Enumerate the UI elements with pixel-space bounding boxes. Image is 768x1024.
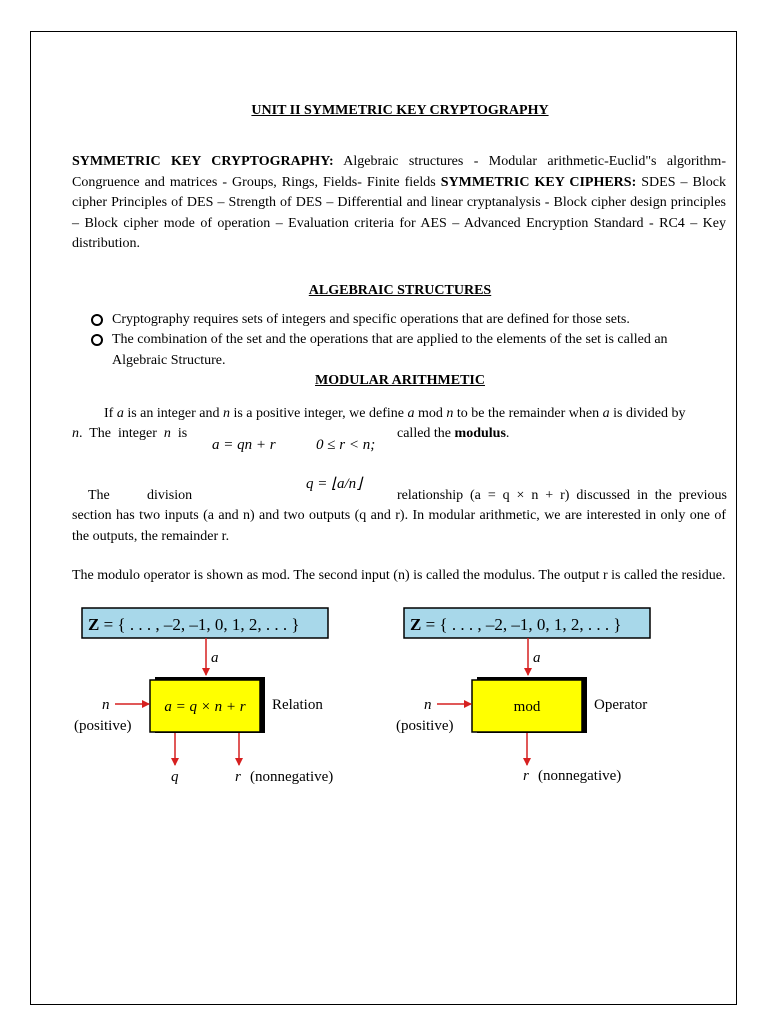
modular-para-line2b: [397, 424, 647, 445]
label-a: a: [211, 650, 219, 666]
var-n: n: [163, 426, 171, 441]
relation-formula: a = q × n + r: [164, 699, 246, 715]
text: is divided by: [609, 406, 686, 421]
term-modulus: modulus: [454, 426, 506, 441]
bullet-icon: [91, 314, 103, 326]
var-a: a: [407, 406, 415, 421]
text: . The integer: [79, 426, 164, 441]
syllabus-paragraph: [72, 152, 726, 255]
modular-para-cont: section has two inputs (a and n) and two outputs (q and r). In modular arithmetic, we are interested in only one of the outputs, the remainder r.: [72, 508, 726, 544]
heading-algebraic-structures: ALGEBRAIC STRUCTURES: [308, 283, 492, 298]
integer-set-label: Z = { . . . , –2, –1, 0, 1, 2, . . . }: [410, 615, 622, 634]
relation-diagram: [70, 604, 370, 794]
text-division: division: [147, 488, 193, 503]
text: mod: [414, 406, 447, 421]
label-n: n: [424, 697, 432, 713]
text: to be the remainder when: [453, 406, 603, 421]
bullet-item-1: Cryptography requires sets of integers and specific operations that are defined for those sets.: [112, 312, 630, 327]
modulo-operator-paragraph: The modulo operator is shown as mod. The second input (n) is called the modulus. The output r is called the residue.: [72, 568, 726, 583]
label-n: n: [102, 697, 110, 713]
syllabus-text-crypto: Algebraic structures - Modular arithmetic-Euclid"s algorithm-Congruence and matrices - Groups, Rings, Fields- Finite fields: [72, 154, 726, 190]
mod-label: mod: [513, 699, 541, 715]
var-a: a: [602, 406, 610, 421]
operator-caption: Operator: [594, 697, 648, 713]
label-r: r: [523, 768, 529, 784]
page-title: UNIT II SYMMETRIC KEY CRYPTOGRAPHY: [251, 103, 549, 118]
label-positive: (positive): [74, 718, 132, 734]
label-nonnegative: (nonnegative): [250, 769, 334, 785]
syllabus-text-ciphers: SDES – Block cipher Principles of DES – Strength of DES – Differential and linear cryptanalysis - Block cipher design principles – Block cipher mode of operation – Evaluation criteria for AES – Advanced Encryption Standard - RC4 – Key distribution.: [72, 174, 727, 251]
syllabus-label-ciphers: SYMMETRIC KEY CIPHERS:: [440, 174, 637, 190]
label-q: q: [171, 769, 179, 785]
equation-quotient: q = ⌊a/n⌋: [306, 476, 362, 492]
var-n: n: [446, 406, 454, 421]
equation-range: 0 ≤ r < n;: [316, 437, 376, 453]
integer-set-label: Z = { . . . , –2, –1, 0, 1, 2, . . . }: [88, 615, 300, 634]
modular-para-line1: [104, 404, 734, 425]
heading-modular-arithmetic: MODULAR ARITHMETIC: [315, 373, 485, 388]
bullet-item-2: The combination of the set and the operations that are applied to the elements of the set is called an Algebraic Structure.: [112, 332, 668, 368]
var-a: a: [116, 406, 124, 421]
label-r: r: [235, 769, 241, 785]
operator-diagram: [392, 604, 692, 794]
relation-caption: Relation: [272, 697, 323, 713]
text: If: [104, 406, 117, 421]
var-n: n: [72, 426, 79, 441]
var-n: n: [222, 406, 230, 421]
text-the: The: [88, 488, 110, 503]
equation-division: a = qn + r: [212, 437, 276, 453]
text: is an integer and: [123, 406, 223, 421]
text-relationship: relationship (a = q × n + r) discussed in the previous: [397, 488, 727, 503]
label-nonnegative: (nonnegative): [538, 768, 622, 784]
bullet-icon: [91, 334, 103, 346]
syllabus-label-crypto: SYMMETRIC KEY CRYPTOGRAPHY:: [72, 154, 334, 169]
label-a: a: [533, 650, 541, 666]
label-positive: (positive): [396, 718, 454, 734]
text: is: [170, 426, 188, 441]
text: .: [505, 426, 510, 441]
text: is a positive integer, we define: [229, 406, 408, 421]
text: called the: [397, 426, 455, 441]
